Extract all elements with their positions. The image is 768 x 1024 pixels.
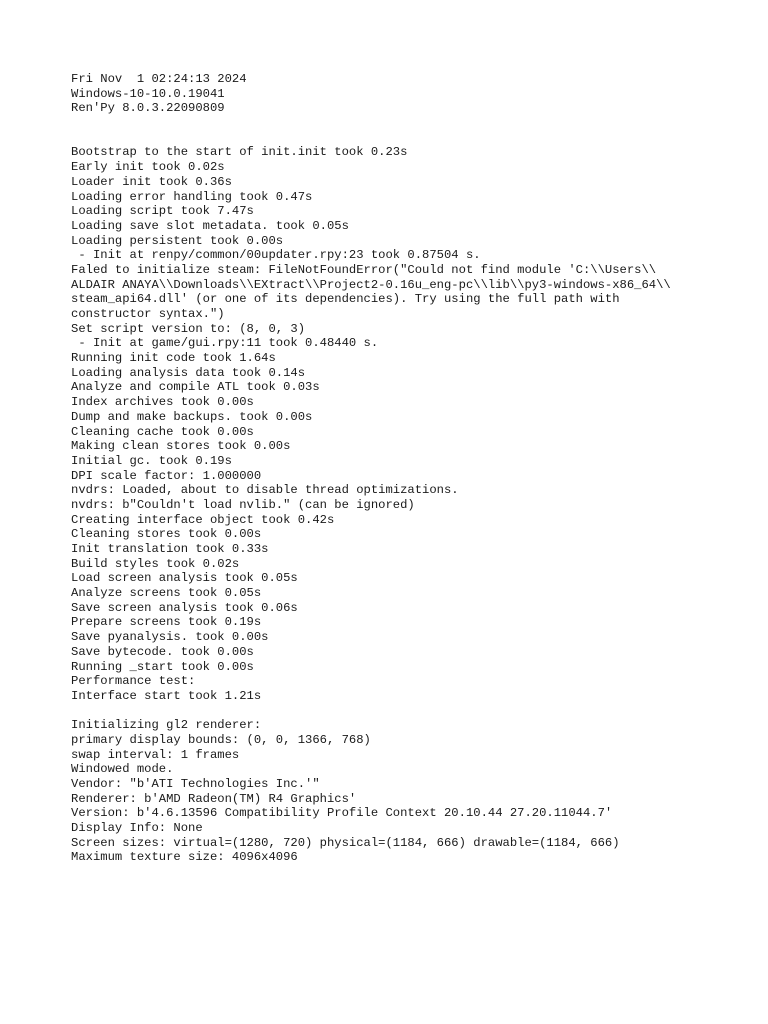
log-line: Save pyanalysis. took 0.00s [71, 630, 269, 645]
log-line: Loading analysis data took 0.14s [71, 365, 306, 380]
log-line [71, 704, 761, 719]
log-line: Creating interface object took 0.42s [71, 512, 335, 527]
log-line: Build styles took 0.02s [71, 556, 240, 571]
log-line: Running _start took 0.00s [71, 659, 254, 674]
log-document [71, 72, 761, 865]
log-line: Initializing gl2 renderer: [71, 718, 262, 733]
log-line [71, 116, 761, 131]
log-line: swap interval: 1 frames [71, 747, 240, 762]
log-line: DPI scale factor: 1.000000 [71, 468, 262, 483]
log-line: Cleaning cache took 0.00s [71, 424, 254, 439]
log-line: Load screen analysis took 0.05s [71, 571, 298, 586]
log-line: Cleaning stores took 0.00s [71, 527, 262, 542]
log-line: Performance test: [71, 674, 196, 689]
log-line: Early init took 0.02s [71, 160, 225, 175]
log-line: constructor syntax.") [71, 307, 225, 321]
log-line [71, 131, 761, 146]
log-line: Bootstrap to the start of init.init took 0.23s [71, 145, 408, 160]
log-line: Loading persistent took 0.00s [71, 233, 284, 248]
log-line: Fri Nov 1 02:24:13 2024 [71, 72, 247, 86]
log-line: Set script version to: (8, 0, 3) [71, 321, 306, 336]
log-line: Save bytecode. took 0.00s [71, 644, 254, 659]
log-line: Maximum texture size: 4096x4096 [71, 850, 298, 865]
log-line: Dump and make backups. took 0.00s [71, 409, 313, 424]
log-line: Faled to initialize steam: FileNotFoundError("Could not find module 'C:\\Users\\ [71, 262, 657, 277]
log-line: Windows-10-10.0.19041 [71, 86, 225, 101]
log-line: Analyze and compile ATL took 0.03s [71, 380, 320, 395]
log-line: steam_api64.dll' (or one of its dependencies). Try using the full path with [71, 292, 620, 307]
log-line: Renderer: b'AMD Radeon(TM) R4 Graphics' [71, 791, 357, 806]
log-line: Windowed mode. [71, 762, 174, 777]
log-line: ALDAIR ANAYA\\Downloads\\EXtract\\Project2-0.16u_eng-pc\\lib\\py3-windows-x86_64\\ [71, 277, 671, 292]
log-line: nvdrs: Loaded, about to disable thread optimizations. [71, 483, 459, 498]
log-line: nvdrs: b"Couldn't load nvlib." (can be ignored) [71, 497, 415, 512]
log-line: Making clean stores took 0.00s [71, 439, 291, 454]
log-line: Vendor: "b'ATI Technologies Inc.'" [71, 777, 320, 791]
log-line: Loading error handling took 0.47s [71, 189, 313, 204]
log-line: Ren'Py 8.0.3.22090809 [71, 101, 225, 116]
log-line: Prepare screens took 0.19s [71, 615, 262, 630]
log-line: Version: b'4.6.13596 Compatibility Profile Context 20.10.44 27.20.11044.7' [71, 806, 613, 821]
log-line: Loading save slot metadata. took 0.05s [71, 218, 349, 233]
log-line: Analyze screens took 0.05s [71, 586, 262, 601]
log-line: Screen sizes: virtual=(1280, 720) physical=(1184, 666) drawable=(1184, 666) [71, 835, 620, 850]
log-line: - Init at renpy/common/00updater.rpy:23 took 0.87504 s. [71, 248, 481, 263]
log-line: Loading script took 7.47s [71, 204, 254, 219]
log-line: Display Info: None [71, 821, 203, 836]
log-line: Save screen analysis took 0.06s [71, 600, 298, 615]
log-line: Init translation took 0.33s [71, 542, 269, 556]
log-line: Interface start took 1.21s [71, 688, 262, 703]
log-line: Running init code took 1.64s [71, 351, 276, 366]
log-line: Initial gc. took 0.19s [71, 453, 232, 468]
log-line: Loader init took 0.36s [71, 174, 232, 189]
log-line: - Init at game/gui.rpy:11 took 0.48440 s. [71, 336, 379, 351]
log-line: Index archives took 0.00s [71, 395, 254, 410]
log-line: primary display bounds: (0, 0, 1366, 768) [71, 732, 371, 747]
